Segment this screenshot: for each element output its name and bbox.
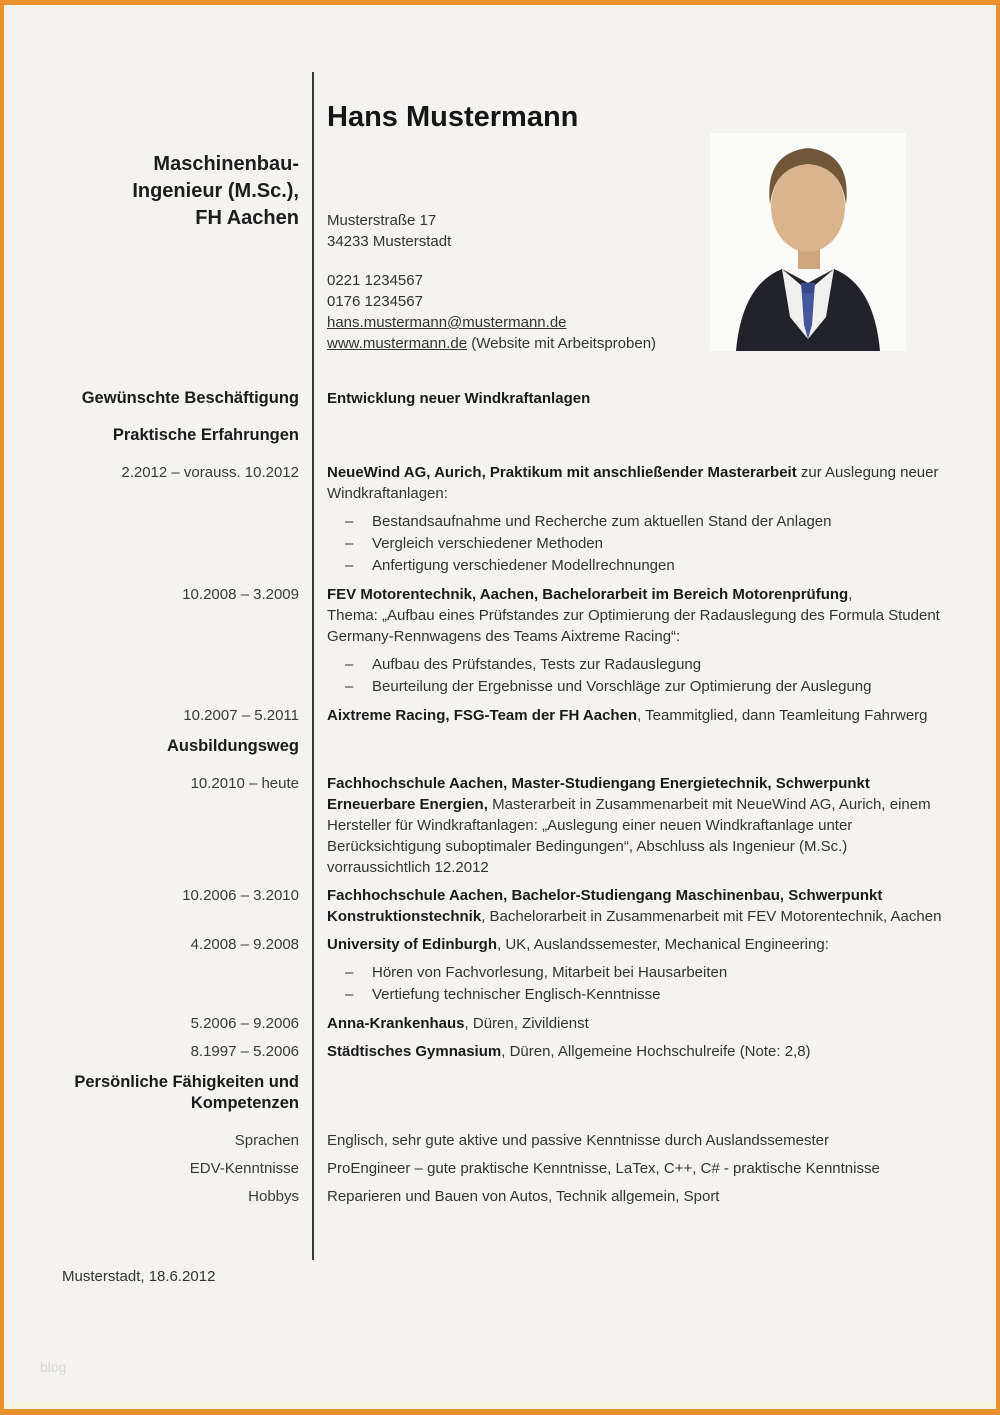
bullet-left-spacer	[4, 555, 299, 576]
entry-text-regular: ,	[848, 586, 853, 603]
bullet-row	[4, 533, 996, 554]
entry-text	[299, 1130, 996, 1151]
entry-text	[299, 885, 996, 927]
bullet-cell	[299, 984, 996, 1005]
entry-text-regular: Thema: „Aufbau eines Prüfstandes zur Optimierung der Radauslegung des Formula Student Germany-Rennwagens des Teams Aixtreme Racing“:	[327, 607, 940, 645]
bullet-left-spacer	[4, 962, 299, 983]
entry-text	[299, 736, 996, 757]
bullet-text: Beurteilung der Ergebnisse und Vorschläge zur Optimierung der Auslegung	[372, 678, 872, 695]
entry-row	[4, 885, 996, 927]
signature-place-date: Musterstadt, 18.6.2012	[62, 1268, 216, 1285]
entry-text-regular: , Bachelorarbeit in Zusammenarbeit mit FEV Motorentechnik, Aachen	[481, 908, 942, 925]
bullet-left-spacer	[4, 984, 299, 1005]
entry-text-regular: , UK, Auslandssemester, Mechanical Engineering:	[497, 936, 829, 953]
entry-text-regular: Englisch, sehr gute aktive und passive Kenntnisse durch Auslandssemester	[327, 1132, 829, 1149]
entry-row	[4, 1158, 996, 1179]
applicant-job-title	[4, 151, 299, 232]
entry-text	[299, 773, 996, 878]
section-header-row	[4, 1072, 996, 1114]
entry-text	[299, 1158, 996, 1179]
job-title-line: Ingenieur (M.Sc.),	[132, 180, 299, 202]
bullet-item	[327, 984, 954, 1005]
section-header-row	[4, 425, 996, 446]
entry-text	[299, 425, 996, 446]
entry-text-regular: , Teammitglied, dann Teamleitung Fahrwerg	[637, 707, 928, 724]
entry-text	[299, 388, 996, 409]
bullet-cell	[299, 533, 996, 554]
blog-watermark: blog	[40, 1359, 67, 1375]
bullet-dash: –	[345, 678, 354, 695]
section-label: Praktische Erfahrungen	[112, 426, 299, 444]
bullet-text: Aufbau des Prüfstandes, Tests zur Radauslegung	[372, 656, 702, 673]
bullet-dash: –	[345, 964, 354, 981]
entry-text-bold: NeueWind AG, Aurich, Praktikum mit anschließender Masterarbeit	[327, 464, 797, 481]
contact-block	[327, 270, 656, 354]
entry-date: 2.2012 – vorauss. 10.2012	[121, 464, 299, 481]
entry-text-bold: Fachhochschule Aachen, Bachelor-Studiengang Maschinenbau, Schwerpunkt Konstruktionstechnik	[327, 887, 883, 925]
bullet-dash: –	[345, 986, 354, 1003]
bullet-item	[327, 555, 954, 576]
entry-row	[4, 1130, 996, 1151]
entry-text-regular: Reparieren und Bauen von Autos, Technik allgemein, Sport	[327, 1188, 720, 1205]
entry-text-regular: , Düren, Zivildienst	[464, 1015, 589, 1032]
entry-text-bold: Fachhochschule Aachen, Master-Studiengang Energietechnik, Schwerpunkt Erneuerbare Energien,	[327, 775, 870, 813]
bullet-text: Hören von Fachvorlesung, Mitarbeit bei Hausarbeiten	[372, 964, 728, 981]
bullet-row	[4, 511, 996, 532]
entry-text-regular: Masterarbeit in Zusammenarbeit mit NeueWind AG, Aurich, einem Hersteller für Windkraftanlagen: „Auslegung einer neuen Windkraftanlage unter Berücksichtigung suboptimaler Bedingungen“, Abschluss als Ingenieur (M.Sc.) vorraussichtlich 12.2012	[327, 796, 931, 876]
section-label: Ausbildungsweg	[167, 737, 299, 755]
entry-text-bold: FEV Motorentechnik, Aachen, Bachelorarbeit im Bereich Motorenprüfung	[327, 586, 849, 603]
entry-date: 8.1997 – 5.2006	[190, 1043, 299, 1060]
bullet-row	[4, 962, 996, 983]
bullet-text: Bestandsaufnahme und Recherche zum aktuellen Stand der Anlagen	[372, 513, 832, 530]
entry-date: 10.2010 – heute	[190, 775, 299, 792]
entry-date: Sprachen	[234, 1132, 299, 1149]
section-header-row	[4, 736, 996, 757]
entry-row	[4, 1186, 996, 1207]
entry-text	[299, 1041, 996, 1062]
bullet-item	[327, 511, 954, 532]
entry-row	[4, 462, 996, 504]
phone-number-1: 0221 1234567	[327, 272, 423, 289]
bullet-row	[4, 676, 996, 697]
bullet-cell	[299, 654, 996, 675]
section-header-row	[4, 388, 996, 409]
entry-date: 10.2007 – 5.2011	[183, 707, 299, 724]
bullet-item	[327, 533, 954, 554]
entry-text	[299, 462, 996, 504]
portrait-photo	[710, 133, 906, 351]
bullet-cell	[299, 555, 996, 576]
section-label: Gewünschte Beschäftigung	[81, 389, 299, 407]
bullet-item	[327, 962, 954, 983]
bullet-dash: –	[345, 656, 354, 673]
bullet-item	[327, 654, 954, 675]
address-block	[327, 210, 451, 252]
entry-text-bold: Anna-Krankenhaus	[327, 1015, 465, 1032]
entry-date: EDV-Kenntnisse	[189, 1160, 299, 1177]
entry-text	[299, 584, 996, 647]
entry-text	[299, 1013, 996, 1034]
bullet-left-spacer	[4, 654, 299, 675]
phone-number-2: 0176 1234567	[327, 293, 423, 310]
bullet-cell	[299, 962, 996, 983]
entry-text	[299, 934, 996, 955]
cv-body-rows	[4, 378, 996, 1214]
bullet-text: Anfertigung verschiedener Modellrechnungen	[372, 557, 675, 574]
bullet-cell	[299, 676, 996, 697]
entry-date: 4.2008 – 9.2008	[190, 936, 299, 953]
entry-text	[299, 705, 996, 726]
section-label: Persönliche Fähigkeiten und Kompetenzen	[74, 1073, 299, 1112]
bullet-dash: –	[345, 513, 354, 530]
portrait-photo-graphic	[710, 133, 906, 351]
bullet-dash: –	[345, 535, 354, 552]
applicant-name: Hans Mustermann	[327, 101, 579, 133]
website-row	[327, 333, 656, 354]
entry-text	[299, 1072, 996, 1114]
bullet-row	[4, 984, 996, 1005]
bullet-item	[327, 676, 954, 697]
entry-text	[299, 1186, 996, 1207]
entry-text-bold: Städtisches Gymnasium	[327, 1043, 502, 1060]
bullet-dash: –	[345, 557, 354, 574]
entry-text-bold: University of Edinburgh	[327, 936, 498, 953]
entry-text-bold: Aixtreme Racing, FSG-Team der FH Aachen	[327, 707, 638, 724]
bullet-row	[4, 555, 996, 576]
website-link[interactable]: www.mustermann.de	[327, 335, 468, 352]
entry-text-regular: zur Auslegung neuer Windkraftanlagen:	[327, 464, 939, 502]
website-note: (Website mit Arbeitsproben)	[467, 335, 657, 352]
entry-text-regular: ProEngineer – gute praktische Kenntnisse, LaTex, C++, C# - praktische Kenntnisse	[327, 1160, 880, 1177]
entry-row	[4, 773, 996, 878]
email-row	[327, 312, 656, 333]
entry-date: Hobbys	[248, 1188, 299, 1205]
bullet-text: Vertiefung technischer Englisch-Kenntnisse	[372, 986, 661, 1003]
job-title-line: FH Aachen	[195, 207, 299, 229]
entry-row	[4, 1041, 996, 1062]
entry-row	[4, 934, 996, 955]
bullet-row	[4, 654, 996, 675]
bullet-left-spacer	[4, 533, 299, 554]
entry-text-bold: Entwicklung neuer Windkraftanlagen	[327, 390, 591, 407]
entry-text-regular: , Düren, Allgemeine Hochschulreife (Note: 2,8)	[501, 1043, 811, 1060]
email-link[interactable]: hans.mustermann@mustermann.de	[327, 314, 567, 331]
entry-row	[4, 705, 996, 726]
bullet-text: Vergleich verschiedener Methoden	[372, 535, 603, 552]
city-address: 34233 Musterstadt	[327, 233, 452, 250]
entry-row	[4, 1013, 996, 1034]
bullet-left-spacer	[4, 511, 299, 532]
entry-date: 5.2006 – 9.2006	[190, 1015, 299, 1032]
entry-row	[4, 584, 996, 647]
job-title-line: Maschinenbau-	[153, 153, 299, 175]
bullet-cell	[299, 511, 996, 532]
entry-date: 10.2006 – 3.2010	[182, 887, 299, 904]
bullet-left-spacer	[4, 676, 299, 697]
street-address: Musterstraße 17	[327, 212, 437, 229]
entry-date: 10.2008 – 3.2009	[182, 586, 299, 603]
